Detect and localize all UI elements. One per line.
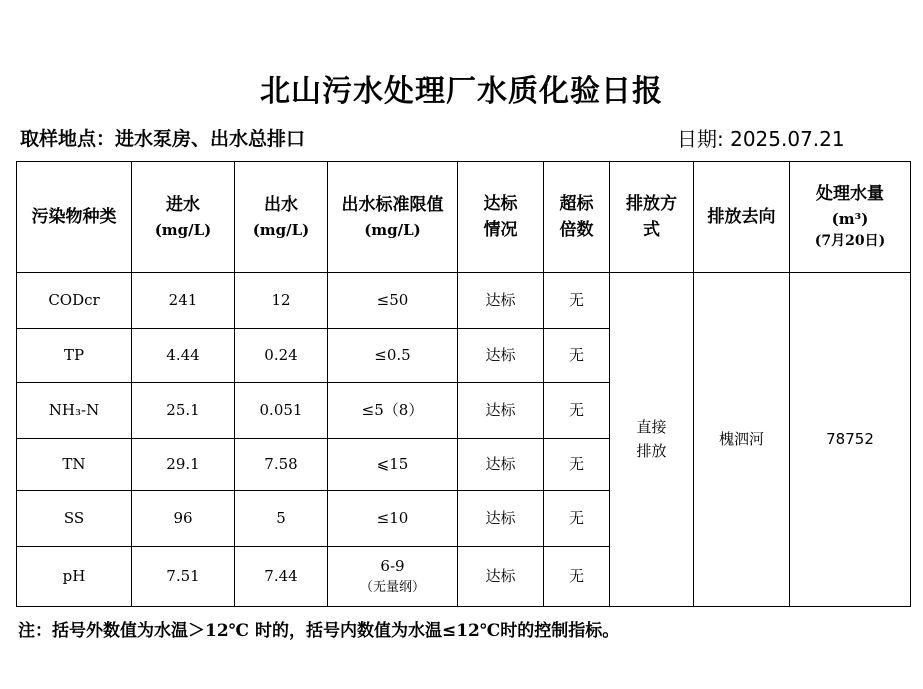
exceed-cell: 无 [544, 547, 610, 607]
footnote: 注：括号外数值为水温＞12℃ 时的，括号内数值为水温≤12℃时的控制指标。 [18, 621, 620, 641]
header-volume: 处理水量 (m³) (7月20日) [790, 162, 911, 273]
influent-cell: 241 [132, 273, 235, 329]
header-influent: 进水 (mg/L) [132, 162, 235, 273]
exceed-cell: 无 [544, 329, 610, 383]
influent-cell: 25.1 [132, 383, 235, 439]
destination-cell: 槐泗河 [694, 273, 790, 607]
limit-note: （无量纲） [359, 580, 425, 596]
sampling-location: 取样地点：进水泵房、出水总排口 [20, 128, 306, 150]
header-discharge-mode: 排放方 式 [610, 162, 694, 273]
header-exceed: 超标 倍数 [544, 162, 610, 273]
limit-cell: ≤0.5 [328, 329, 458, 383]
discharge-mode-cell: 直接 排放 [610, 273, 694, 607]
exceed-cell: 无 [544, 491, 610, 547]
influent-cell: 29.1 [132, 439, 235, 491]
pollutant-cell: CODcr [17, 273, 132, 329]
header-compliance: 达标 情况 [458, 162, 544, 273]
pollutant-cell: NH₃-N [17, 383, 132, 439]
limit-cell: ≤50 [328, 273, 458, 329]
limit-cell: ≤5（8） [328, 383, 458, 439]
effluent-cell: 7.44 [235, 547, 328, 607]
table-row [17, 273, 911, 329]
exceed-cell: 无 [544, 273, 610, 329]
pollutant-cell: SS [17, 491, 132, 547]
effluent-cell: 0.24 [235, 329, 328, 383]
treated-volume-cell: 78752 [790, 273, 911, 607]
influent-cell: 96 [132, 491, 235, 547]
compliance-cell: 达标 [458, 439, 544, 491]
header-row [17, 162, 911, 273]
water-quality-table [16, 161, 911, 607]
header-pollutant: 污染物种类 [17, 162, 132, 273]
compliance-cell: 达标 [458, 547, 544, 607]
compliance-cell: 达标 [458, 329, 544, 383]
limit-cell: 6-9 （无量纲） [328, 547, 458, 607]
report-title: 北山污水处理厂水质化验日报 [260, 74, 663, 109]
pollutant-cell: pH [17, 547, 132, 607]
pollutant-cell: TP [17, 329, 132, 383]
effluent-cell: 12 [235, 273, 328, 329]
exceed-cell: 无 [544, 383, 610, 439]
header-effluent: 出水 (mg/L) [235, 162, 328, 273]
report-date: 日期: 2025.07.21 [677, 127, 845, 151]
header-destination: 排放去向 [694, 162, 790, 273]
influent-cell: 7.51 [132, 547, 235, 607]
effluent-cell: 5 [235, 491, 328, 547]
influent-cell: 4.44 [132, 329, 235, 383]
pollutant-cell: TN [17, 439, 132, 491]
compliance-cell: 达标 [458, 491, 544, 547]
header-limit: 出水标准限值 (mg/L) [328, 162, 458, 273]
compliance-cell: 达标 [458, 383, 544, 439]
limit-cell: ≤10 [328, 491, 458, 547]
limit-cell: ⩽15 [328, 439, 458, 491]
effluent-cell: 7.58 [235, 439, 328, 491]
effluent-cell: 0.051 [235, 383, 328, 439]
exceed-cell: 无 [544, 439, 610, 491]
compliance-cell: 达标 [458, 273, 544, 329]
